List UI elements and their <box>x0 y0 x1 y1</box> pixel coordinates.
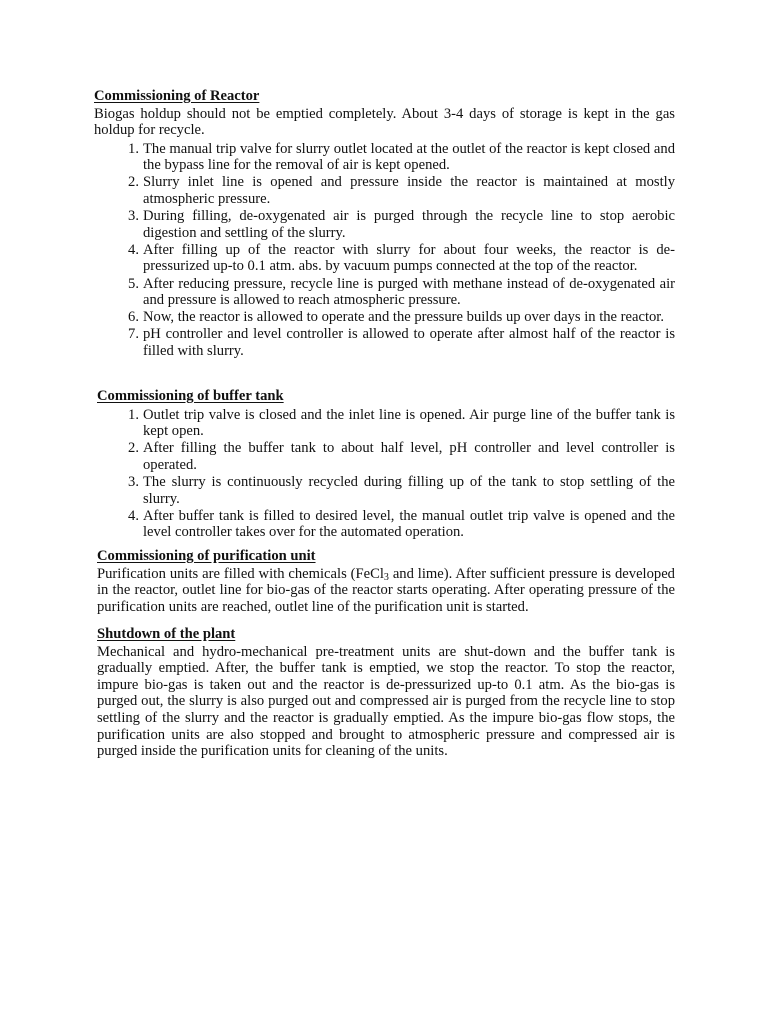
list-item <box>97 508 675 541</box>
list-item <box>97 407 675 440</box>
section-paragraph: Mechanical and hydro-mechanical pre-treatment units are shut-down and the buffer tank is gradually emptied. After, the buffer tank is emptied, we stop the reactor. To stop the reactor, impure bio-gas is taken out and the reactor is de-pressurized up-to 0.1 atm. As the bio-gas is purged out, the slurry is also purged out and compressed air is purged from the recycle line to stop settling of the slurry and the reactor is gradually emptied. As the impure bio-gas flow stops, the purification units are also stopped and brought to atmospheric pressure and compressed air is purged inside the purification units for cleaning of the units. <box>97 643 675 760</box>
paragraph-text-end: and lime). After sufficient pressure is developed in the reactor, outlet line for bio-gas of the reactor starts operating. After operating pressure of the purification units are reached, outlet line of the purification unit is started. <box>97 565 675 615</box>
list-item-text: After buffer tank is filled to desired level, the manual outlet trip valve is opened and the level controller takes over for the automated operation. <box>143 507 675 541</box>
list-item-number: 1. <box>128 406 139 423</box>
list-item-text: Now, the reactor is allowed to operate and the pressure builds up over days in the reactor. <box>143 309 665 326</box>
list-item-text: The slurry is continuously recycled during filling up of the tank to stop settling of the slurry. <box>143 473 675 507</box>
section-intro-paragraph: Biogas holdup should not be emptied completely. About 3-4 days of storage is kept in the gas holdup for recycle. <box>94 105 675 139</box>
section-commissioning-purification-unit <box>97 548 675 615</box>
list-item <box>94 242 675 275</box>
list-item <box>94 276 675 309</box>
list-item <box>94 174 675 207</box>
list-item-number: 4. <box>128 241 139 258</box>
list-item-text: After reducing pressure, recycle line is purged with methane instead of de-oxygenated air and pressure is allowed to reach atmospheric pressure. <box>143 275 675 309</box>
list-item <box>94 309 675 326</box>
list-item <box>94 326 675 359</box>
section-heading: Commissioning of Reactor <box>94 88 260 104</box>
list-item-number: 3. <box>128 473 139 490</box>
list-item-number: 5. <box>128 275 139 292</box>
list-item-text: Outlet trip valve is closed and the inlet line is opened. Air purge line of the buffer tank is kept open. <box>143 406 675 440</box>
list-item-number: 3. <box>128 208 139 225</box>
section-heading: Commissioning of buffer tank <box>97 388 284 404</box>
numbered-list <box>94 141 675 360</box>
list-item-text: During filling, de-oxygenated air is purged through the recycle line to stop aerobic digestion and settling of the slurry. <box>143 208 675 241</box>
section-paragraph <box>97 566 675 616</box>
list-item-text: After filling up of the reactor with slurry for about four weeks, the reactor is de-pressurized up-to 0.1 atm. abs. by vacuum pumps connected at the top of the reactor. <box>143 241 675 275</box>
section-heading: Commissioning of purification unit <box>97 548 316 564</box>
chemical-subscript: 3 <box>383 571 389 583</box>
list-item-text: Slurry inlet line is opened and pressure inside the reactor is maintained at mostly atmospheric pressure. <box>143 174 675 208</box>
list-item <box>94 208 675 241</box>
paragraph-text-start: Purification units are filled with chemicals (FeCl <box>97 565 384 582</box>
section-heading: Shutdown of the plant <box>97 626 236 642</box>
list-item <box>94 141 675 174</box>
list-item <box>97 440 675 473</box>
list-item-number: 1. <box>128 140 139 157</box>
list-item-number: 6. <box>128 309 139 326</box>
section-commissioning-reactor <box>94 88 675 360</box>
list-item-text: pH controller and level controller is allowed to operate after almost half of the reactor is filled with slurry. <box>143 326 675 359</box>
section-shutdown-plant <box>97 626 675 760</box>
list-item-number: 4. <box>128 507 139 524</box>
list-item-number: 7. <box>128 326 139 343</box>
list-item-number: 2. <box>128 174 139 191</box>
list-item-text: After filling the buffer tank to about half level, pH controller and level controller is operated. <box>143 440 675 473</box>
section-commissioning-buffer-tank <box>97 388 675 541</box>
list-item <box>97 474 675 507</box>
list-item-number: 2. <box>128 440 139 457</box>
numbered-list <box>97 407 675 541</box>
list-item-text: The manual trip valve for slurry outlet located at the outlet of the reactor is kept closed and the bypass line for the removal of air is kept opened. <box>143 140 675 174</box>
